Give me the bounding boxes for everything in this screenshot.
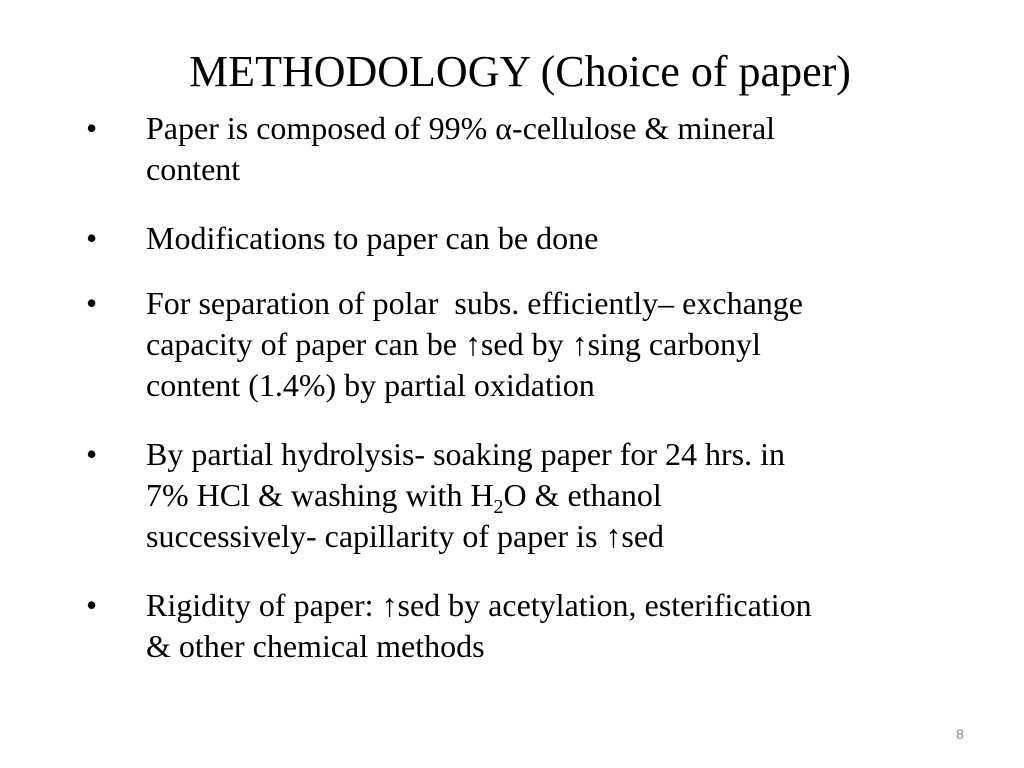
bullet-text [146, 283, 946, 406]
bullet-line: capacity of paper can be ↑sed by ↑sing carbonyl [146, 326, 761, 362]
subscript: 2 [493, 496, 504, 518]
page-number: 8 [956, 726, 964, 742]
bullet-marker: • [86, 436, 98, 472]
bullet-text [146, 585, 946, 667]
bullet-line: For separation of polar subs. efficiently– exchange [146, 285, 803, 321]
bullet-line: By partial hydrolysis- soaking paper for 24 hrs. in [146, 436, 785, 472]
bullet-line: Paper is composed of 99% α-cellulose & mineral [146, 110, 776, 146]
bullet-text [146, 218, 946, 259]
bullet-list [0, 108, 946, 667]
bullet-item [0, 434, 946, 557]
bullet-line: & other chemical methods [146, 628, 485, 664]
bullet-line: successively- capillarity of paper is ↑sed [146, 518, 665, 554]
bullet-marker: • [86, 285, 98, 321]
bullet-text [146, 108, 946, 190]
bullet-line: content (1.4%) by partial oxidation [146, 367, 595, 403]
bullet-line: Modifications to paper can be done [146, 220, 599, 256]
bullet-item [0, 108, 946, 190]
bullet-text [146, 434, 946, 557]
bullet-line-with-subscript [146, 475, 946, 516]
slide-title: METHODOLOGY (Choice of paper) [189, 47, 851, 96]
text-before-subscript: 7% HCl & washing with H [146, 477, 494, 513]
bullet-line: Rigidity of paper: ↑sed by acetylation, esterification [146, 587, 812, 623]
bullet-line: content [146, 151, 241, 187]
bullet-marker: • [86, 587, 98, 623]
bullet-item [0, 283, 946, 406]
text-after-subscript: O & ethanol [503, 477, 662, 513]
bullet-item [0, 585, 946, 667]
bullet-item [0, 218, 946, 259]
bullet-marker: • [86, 220, 98, 256]
bullet-marker: • [86, 110, 98, 146]
